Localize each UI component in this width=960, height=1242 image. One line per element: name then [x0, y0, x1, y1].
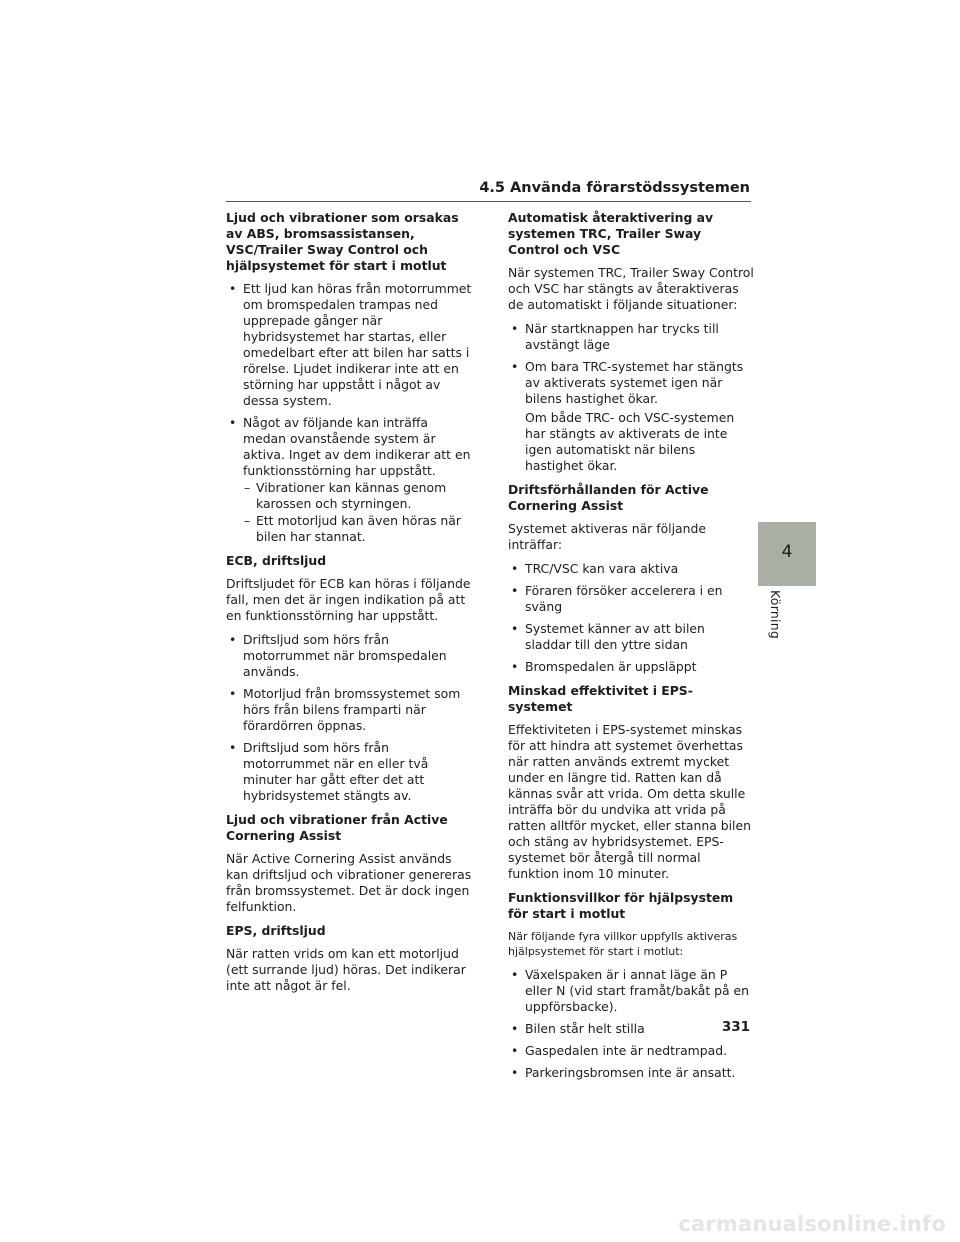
header-rule — [226, 201, 751, 202]
paragraph: Driftsljudet för ECB kan höras i följande fall, men det är ingen indikation på att en funktionsstörning har uppstått. — [226, 576, 471, 623]
paragraph: När följande fyra villkor uppfylls aktiveras hjälpsystemet för start i motlut: — [508, 930, 738, 958]
chapter-label: Körning — [768, 590, 783, 640]
paragraph: Effektiviteten i EPS-systemet minskas för att hindra att systemet överhettas när ratten används extremt mycket under en längre tid. Ratten kan då kännas svår att vrida. Om detta skulle inträffa bör du undvika att vrida på ratten alltför mycket, eller stanna bilen och stäng av hybridsystemet. EPS-systemet bör återgå till normal funktion inom 10 minuter. — [508, 722, 751, 881]
list-item: • Gaspedalen inte är nedtrampad. — [508, 1043, 754, 1059]
list-item: • Driftsljud som hörs från motorrummet när bromspedalen används. — [226, 632, 474, 680]
watermark: carmanualsonline.info — [678, 1212, 946, 1236]
list-item: • Driftsljud som hörs från motorrummet när en eller två minuter har gått efter det att hybridsystemet stängts av. — [226, 740, 474, 804]
cornering-conditions-list — [508, 561, 754, 675]
paragraph: När ratten vrids om kan ett motorljud (ett surrande ljud) höras. Det indikerar inte att något är fel. — [226, 946, 466, 993]
sub-list — [243, 480, 474, 545]
list-item: • Bilen står helt stilla — [508, 1021, 754, 1037]
list-item: • TRC/VSC kan vara aktiva — [508, 561, 754, 577]
list-item: • Växelspaken är i annat läge än P eller N (vid start framåt/bakåt på en uppförsbacke). — [508, 967, 754, 1015]
heading-auto-reactivation: Automatisk återaktivering av systemen TRC, Trailer Sway Control och VSC — [508, 210, 714, 257]
list-item-text: Om bara TRC-systemet har stängts av aktiverats systemet igen när bilens hastighet ökar. — [525, 359, 744, 406]
heading-abs-sounds: Ljud och vibrationer som orsakas av ABS, bromsassistansen, VSC/Trailer Sway Control och hjälpsystemet för start i motlut — [226, 210, 459, 273]
abs-sounds-list — [226, 281, 474, 545]
list-item: • Bromspedalen är uppsläppt — [508, 659, 754, 675]
list-item — [226, 281, 474, 409]
right-column — [508, 210, 754, 1089]
paragraph: När systemen TRC, Trailer Sway Control och VSC har stängts av återaktiveras de automatiskt i följande situationer: — [508, 265, 754, 312]
list-item: • Systemet känner av att bilen sladdar till den yttre sidan — [508, 621, 754, 653]
paragraph: Systemet aktiveras när följande inträffar: — [508, 521, 706, 552]
list-item — [226, 415, 474, 545]
list-item-text: Något av följande kan inträffa medan ovanstående system är aktiva. Inget av dem indikerar att en funktionsstörning har uppstått. — [243, 415, 471, 478]
heading-active-cornering-sounds: Ljud och vibrationer från Active Cornering Assist — [226, 812, 448, 843]
sub-list-item: – Vibrationer kan kännas genom karossen och styrningen. — [244, 480, 474, 512]
paragraph: När Active Cornering Assist används kan driftsljud och vibrationer genereras från bromssystemet. Det är dock ingen felfunktion. — [226, 851, 472, 914]
list-item: • Motorljud från bromssystemet som hörs från bilens framparti när förardörren öppnas. — [226, 686, 474, 734]
list-item-text: Ett ljud kan höras från motorrummet om bromspedalen trampas ned upprepade gånger när hybridsystemet har startas, eller omedelbart efter att bilen har satts i rörelse. Ljudet indikerar inte att en störning har uppstått i något av dessa system. — [243, 281, 472, 408]
heading-ecb-sound: ECB, driftsljud — [226, 553, 327, 568]
section-header-title: 4.5 Använda förarstödssystemen — [479, 180, 750, 196]
heading-eps-reduced: Minskad effektivitet i EPS-systemet — [508, 683, 693, 714]
chapter-tab — [758, 522, 816, 586]
heading-active-cornering-conditions: Driftsförhållanden för Active Cornering Assist — [508, 482, 709, 513]
sub-list-item: – Ett motorljud kan även höras när bilen har stannat. — [244, 513, 474, 545]
list-item — [508, 359, 754, 474]
list-item: • Föraren försöker accelerera i en sväng — [508, 583, 754, 615]
list-item: • Parkeringsbromsen inte är ansatt. — [508, 1065, 754, 1081]
list-item: • När startknappen har trycks till avstängt läge — [508, 321, 754, 353]
left-column — [226, 210, 474, 1002]
heading-eps-sound: EPS, driftsljud — [226, 923, 326, 938]
ecb-sound-list — [226, 632, 474, 804]
reactivation-list — [508, 321, 754, 474]
page-number: 331 — [721, 1019, 750, 1035]
hill-start-list — [508, 967, 754, 1081]
chapter-number: 4 — [781, 542, 793, 562]
heading-hill-start-conditions: Funktionsvillkor för hjälpsystem för start i motlut — [508, 890, 734, 921]
list-item-continuation: Om både TRC- och VSC-systemen har stängts av aktiverats de inte igen automatiskt när bilens hastighet ökar. — [525, 410, 735, 473]
